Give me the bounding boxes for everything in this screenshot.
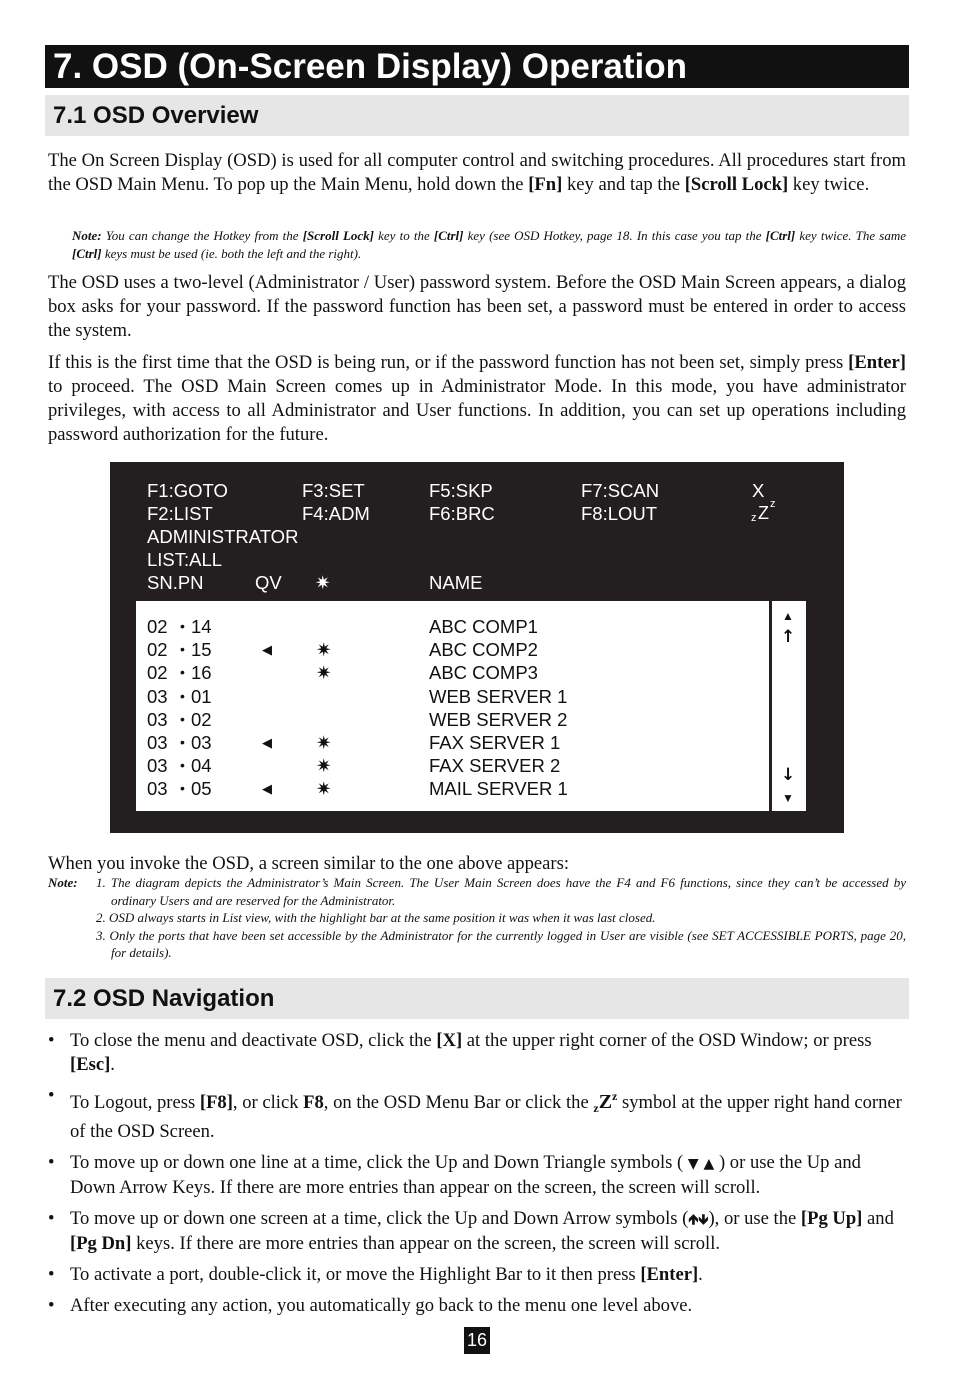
separator-dot: • (180, 710, 185, 727)
note-item: 1. The diagram depicts the Administrator’s Main Screen. The User Main Screen does have the F4 and F6 functions, since they can’t be accessed by ordinary Users and are reserved for the Administrator. (96, 875, 906, 908)
sleep-logout-icon[interactable] (751, 500, 791, 530)
bullet-item (48, 1084, 908, 1144)
port-number: 03 (191, 732, 212, 753)
arrow-symbols-icon: ▼ ▲ (687, 1156, 715, 1172)
station-number: 03 (147, 778, 168, 800)
menu-f7-scan[interactable]: F7:SCAN (581, 480, 660, 501)
bullet-item (48, 1294, 908, 1318)
bullet-item-run: To Logout, press (70, 1092, 200, 1113)
hotkey-note-run: [Scroll Lock] (302, 228, 374, 243)
arrow-symbols-icon: 🡹🡻 (688, 1212, 709, 1228)
bullet-item-run: at the upper right corner of the OSD Window; or press (462, 1030, 872, 1051)
power-star-icon: ✷ (316, 778, 332, 800)
paragraph-first-run (48, 351, 906, 447)
bullet-item (48, 1207, 908, 1256)
bullet-item-run: . (698, 1264, 703, 1285)
bullet-item (48, 1263, 908, 1287)
port-name: FAX SERVER 1 (429, 732, 561, 753)
hotkey-note-run: You can change the Hotkey from the (101, 228, 303, 243)
port-name: ABC COMP3 (429, 662, 538, 684)
column-header-star-icon: ✷ (315, 572, 331, 593)
notes-label: Note: (48, 875, 78, 890)
bullet-item (48, 1029, 908, 1077)
station-number: 03 (147, 755, 168, 777)
menu-f6-brc[interactable]: F6:BRC (429, 503, 495, 524)
paragraph-intro-run: [Scroll Lock] (684, 174, 789, 195)
port-row[interactable] (136, 708, 769, 731)
quick-view-icon: ◀ (262, 642, 272, 658)
port-number: 15 (191, 639, 212, 661)
port-name: FAX SERVER 2 (429, 755, 561, 777)
station-number: 03 (147, 685, 168, 707)
section-heading-osd-navigation: 7.2 OSD Navigation (45, 978, 909, 1019)
paragraph-intro (48, 149, 906, 197)
bullet-item-run: . (110, 1054, 115, 1075)
menu-f8-lout[interactable]: F8:LOUT (581, 503, 658, 524)
separator-dot: • (180, 687, 185, 704)
quick-view-icon: ◀ (262, 781, 272, 797)
port-name: MAIL SERVER 1 (429, 778, 568, 800)
port-row[interactable] (136, 685, 769, 708)
note-item: 3. Only the ports that have been set accessible by the Administrator for the currently logged in User are visible (see SET ACCESSIBLE PORTS, page 20, for details). (96, 927, 906, 960)
port-row[interactable] (136, 661, 769, 684)
port-number: 02 (191, 708, 212, 730)
port-row[interactable] (136, 777, 769, 800)
menu-f4-adm[interactable]: F4:ADM (302, 503, 370, 524)
hotkey-note-run: [Ctrl] (765, 228, 796, 243)
menu-f5-skp[interactable]: F5:SKP (429, 480, 493, 501)
notes-list (96, 874, 906, 962)
paragraph-intro-run: key and tap the (562, 174, 685, 195)
list-scrollbar[interactable] (770, 601, 806, 811)
hotkey-note-run: keys must be used (ie. both the left and the right). (101, 245, 362, 261)
bullet-item-run: [Pg Dn] (70, 1233, 132, 1254)
scroll-down-triangle-icon[interactable]: ▼ (782, 791, 794, 805)
station-number: 02 (147, 616, 168, 637)
port-number: 04 (191, 755, 212, 777)
bullet-item-run: F8 (303, 1092, 324, 1113)
bullet-item-run: keys. If there are more entries than appear on the screen, the screen will scroll. (131, 1233, 721, 1254)
paragraph-password: The OSD uses a two-level (Administrator / User) password system. Before the OSD Main Screen appears, a dialog box asks for your password. If the password function has been set, a password must be entered in order to access the system. (48, 272, 906, 341)
page-up-arrow-icon[interactable]: ↑ (781, 627, 796, 647)
osd-mode-label: ADMINISTRATOR (147, 526, 299, 547)
separator-dot: • (180, 780, 185, 797)
bullet-item (48, 1151, 908, 1200)
bullet-item-run: , on the OSD Menu Bar or click the (323, 1092, 594, 1113)
port-number: 05 (191, 778, 212, 800)
sleep-z-large: Z (758, 503, 769, 523)
paragraph-first-run-run: If this is the first time that the OSD is being run, or if the password function has not been set, simply press (48, 352, 849, 373)
section-heading-osd-overview: 7.1 OSD Overview (45, 95, 909, 136)
close-icon[interactable]: X (752, 480, 765, 501)
menu-f3-set[interactable]: F3:SET (302, 480, 365, 501)
page-number: 16 (464, 1327, 490, 1354)
quick-view-icon: ◀ (262, 735, 272, 750)
menu-f2-list[interactable]: F2:LIST (147, 503, 213, 524)
hotkey-note-run: Note: (72, 228, 102, 243)
port-row[interactable] (136, 754, 769, 777)
power-star-icon: ✷ (316, 639, 332, 661)
paragraph-intro-run: [Fn] (528, 174, 563, 195)
sleep-z-top: z (770, 498, 776, 510)
port-name: ABC COMP1 (429, 616, 538, 637)
bullet-item-run: ), or use the (708, 1208, 801, 1229)
bullet-item-run: [X] (436, 1030, 463, 1051)
port-row[interactable] (136, 731, 769, 754)
sleep-z-small: z (751, 512, 757, 524)
port-name: WEB SERVER 1 (429, 685, 568, 707)
hotkey-note-run: key to the (374, 228, 434, 243)
station-number: 03 (147, 732, 168, 753)
bullet-item-run: symbol at the upper right hand corner of the OSD Screen. (70, 1092, 902, 1142)
port-number: 01 (191, 685, 212, 707)
page-title: 7. OSD (On-Screen Display) Operation (45, 45, 909, 88)
bullet-item-run: To close the menu and deactivate OSD, click the (70, 1030, 437, 1051)
port-row[interactable] (136, 615, 769, 638)
column-header-name: NAME (429, 572, 483, 593)
navigation-bullets (48, 1029, 908, 1325)
column-header-qv: QV (255, 572, 282, 593)
separator-dot: • (180, 664, 185, 681)
port-name: ABC COMP2 (429, 639, 538, 661)
bullet-item-run: To move up or down one screen at a time, click the Up and Down Arrow symbols ( (70, 1208, 689, 1229)
osd-screen-illustration (110, 462, 844, 833)
port-number: 16 (191, 662, 212, 684)
sleep-symbol-icon: $_zZ^z$ (593, 1089, 618, 1115)
hotkey-note (72, 227, 906, 262)
port-number: 14 (191, 616, 212, 637)
paragraph-intro-run: key twice. (788, 174, 870, 195)
scroll-up-triangle-icon[interactable]: ▲ (782, 609, 794, 623)
bullet-item-run: [Pg Up] (800, 1208, 863, 1229)
hotkey-note-run: key (see OSD Hotkey, page 18. In this case you tap the (463, 228, 766, 243)
separator-dot: • (180, 757, 185, 774)
hotkey-note-run: [Ctrl] (72, 245, 102, 261)
note-item: 2. OSD always starts in List view, with the highlight bar at the same position it was when it was last closed. (96, 910, 656, 925)
bullet-item-run: and (862, 1208, 894, 1229)
osd-caption: When you invoke the OSD, a screen similar to the one above appears: (48, 853, 569, 874)
separator-dot: • (180, 618, 185, 634)
separator-dot: • (180, 641, 185, 658)
port-name: WEB SERVER 2 (429, 708, 568, 730)
menu-f1-goto[interactable]: F1:GOTO (147, 480, 228, 501)
paragraph-first-run-run: [Enter] (848, 352, 906, 373)
bullet-item-run: ) or use the Up and Down Arrow Keys. If there are more entries than appear on the screen, the screen will scroll. (70, 1152, 861, 1198)
page-down-arrow-icon[interactable]: ↓ (781, 765, 796, 785)
bullet-item-run: To activate a port, double-click it, or move the Highlight Bar to it then press (70, 1264, 641, 1285)
hotkey-note-run: [Ctrl] (433, 228, 464, 243)
power-star-icon: ✷ (316, 732, 332, 753)
port-row[interactable] (136, 638, 769, 661)
station-number: 03 (147, 708, 168, 730)
port-list (136, 601, 769, 811)
station-number: 02 (147, 662, 168, 684)
station-number: 02 (147, 639, 168, 661)
bullet-item-run: [Esc] (70, 1054, 111, 1075)
power-star-icon: ✷ (316, 755, 332, 777)
column-header-snpn: SN.PN (147, 572, 204, 593)
bullet-item-run: [F8] (199, 1092, 233, 1113)
bullet-item-run: , or click (232, 1092, 304, 1113)
osd-list-filter: LIST:ALL (147, 549, 223, 570)
hotkey-note-run: key twice. The same (795, 228, 907, 243)
separator-dot: • (180, 734, 185, 750)
paragraph-first-run-run: to proceed. The OSD Main Screen comes up in Administrator Mode. In this mode, you have administrator privileges, with access to all Administrator and User functions. In addition, you can set up operations including password authorization for the future. (48, 376, 906, 445)
bullet-item-run: [Enter] (640, 1264, 699, 1285)
bullet-item-run: After executing any action, you automatically go back to the menu one level above. (70, 1295, 693, 1316)
bullet-item-run: To move up or down one line at a time, click the Up and Down Triangle symbols ( (70, 1152, 688, 1173)
power-star-icon: ✷ (316, 662, 332, 684)
paragraph-intro-run: The On Screen Display (OSD) is used for all computer control and switching procedures. All procedures start from the OSD Main Menu. To pop up the Main Menu, hold down the (48, 150, 906, 195)
